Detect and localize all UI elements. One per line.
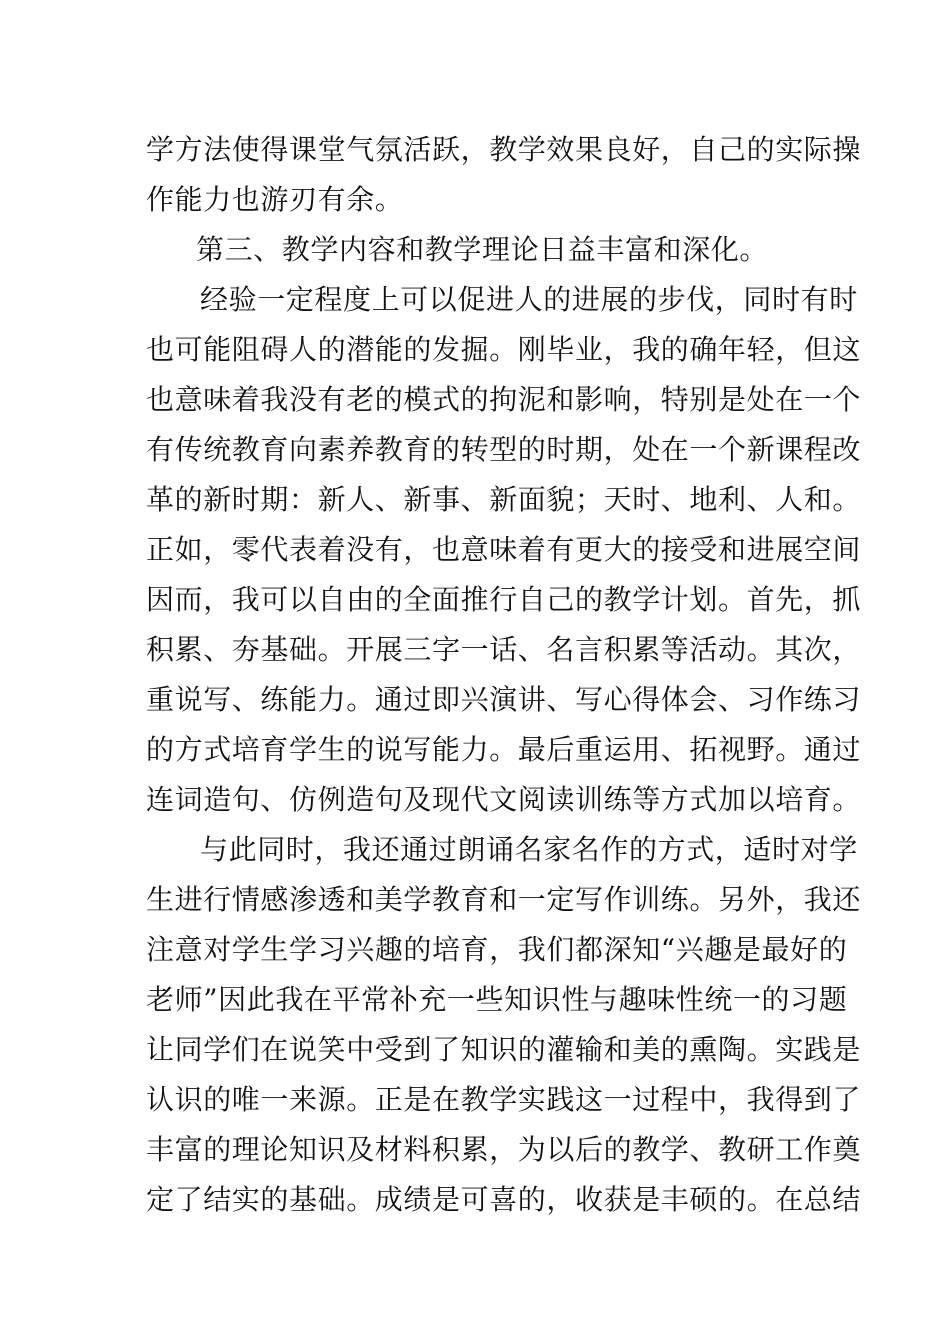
text-line: 与此同时，我还通过朗诵名家名作的方式，适时对学 xyxy=(200,833,858,866)
text-line: 老师”因此我在平常补充一些知识性与趣味性统一的习题 xyxy=(146,983,848,1016)
text-line: 认识的唯一来源。正是在教学实践这一过程中，我得到了 xyxy=(146,1083,862,1116)
text-line: 经验一定程度上可以促进人的进展的步伐，同时有时 xyxy=(200,283,858,316)
text-line: 让同学们在说笑中受到了知识的灌输和美的熏陶。实践是 xyxy=(146,1033,862,1066)
text-line: 作能力也游刃有余。 xyxy=(146,183,404,216)
text-line: 注意对学生学习兴趣的培育，我们都深知“兴趣是最好的 xyxy=(146,933,848,966)
text-line: 重说写、练能力。通过即兴演讲、写心得体会、习作练习 xyxy=(146,683,862,716)
text-line: 革的新时期：新人、新事、新面貌；天时、地利、人和。 xyxy=(146,483,862,516)
text-line: 生进行情感渗透和美学教育和一定写作训练。另外，我还 xyxy=(146,883,862,916)
text-line: 连词造句、仿例造句及现代文阅读训练等方式加以培育。 xyxy=(146,783,862,816)
text-line: 学方法使得课堂气氛活跃，教学效果良好，自己的实际操 xyxy=(146,133,862,166)
text-line: 积累、夯基础。开展三字一话、名言积累等活动。其次， xyxy=(146,633,862,666)
text-line: 正如，零代表着没有，也意味着有更大的接受和进展空间 xyxy=(146,533,862,566)
text-line: 定了结实的基础。成绩是可喜的，收获是丰硕的。在总结 xyxy=(146,1183,862,1216)
text-line: 丰富的理论知识及材料积累，为以后的教学、教研工作奠 xyxy=(146,1133,862,1166)
section-heading: 第三、教学内容和教学理论日益丰富和深化。 xyxy=(196,233,769,266)
text-line: 有传统教育向素养教育的转型的时期，处在一个新课程改 xyxy=(146,433,862,466)
text-line: 也意味着我没有老的模式的拘泥和影响，特别是处在一个 xyxy=(146,383,862,416)
text-line: 也可能阻碍人的潜能的发掘。刚毕业，我的确年轻，但这 xyxy=(146,333,862,366)
text-line: 因而，我可以自由的全面推行自己的教学计划。首先，抓 xyxy=(146,583,862,616)
text-line: 的方式培育学生的说写能力。最后重运用、拓视野。通过 xyxy=(146,733,862,766)
